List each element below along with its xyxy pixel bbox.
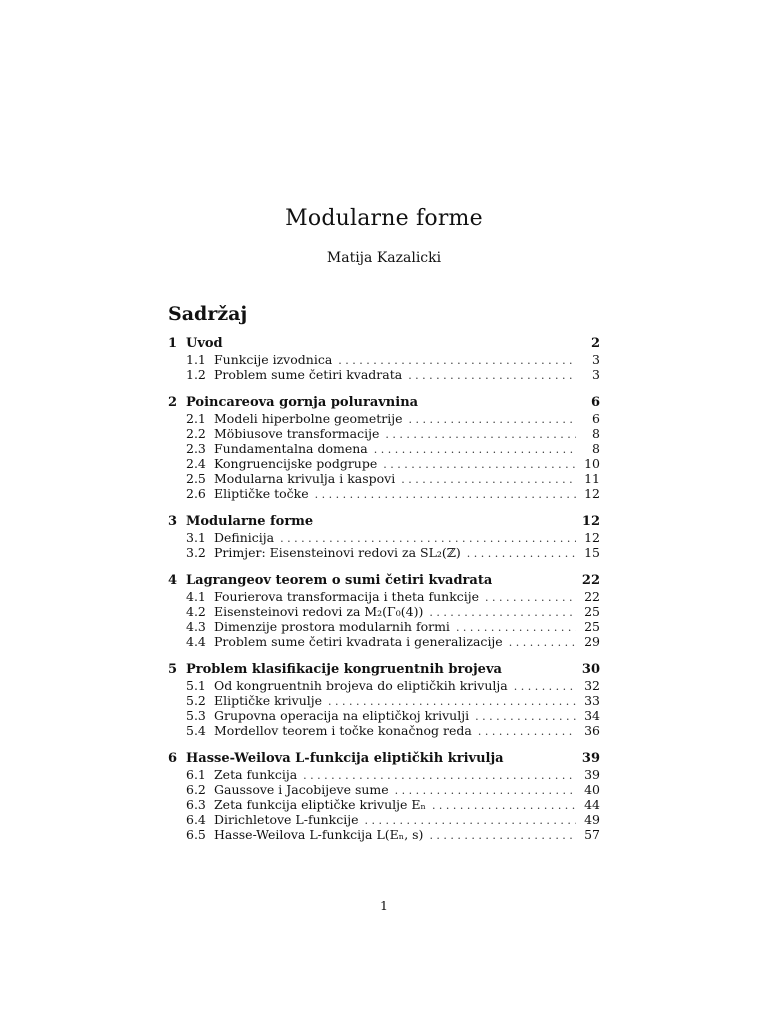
toc-subsection-title: Kongruencijske podgrupe bbox=[214, 456, 378, 471]
toc-section bbox=[168, 662, 600, 738]
toc-section bbox=[168, 514, 600, 560]
toc-section-page: 6 bbox=[590, 395, 600, 410]
toc-subsection-page: 44 bbox=[584, 797, 600, 812]
toc-section-title: Uvod bbox=[186, 336, 223, 351]
toc-subsection-number: 4.1 bbox=[186, 589, 206, 604]
toc-subsection-number: 5.3 bbox=[186, 708, 206, 723]
toc-subsection-page: 32 bbox=[584, 678, 600, 693]
toc-subsection-page: 11 bbox=[584, 471, 600, 486]
toc-subsection-entry[interactable] bbox=[168, 678, 600, 693]
toc-section-title: Poincareova gornja poluravnina bbox=[186, 395, 419, 410]
toc-subsection-entry[interactable] bbox=[168, 426, 600, 441]
toc-dot-leader bbox=[401, 472, 576, 487]
toc-subsection-page: 25 bbox=[584, 604, 600, 619]
toc-subsection-entry[interactable] bbox=[168, 782, 600, 797]
toc-dot-leader bbox=[429, 605, 576, 620]
toc-subsection-number: 4.3 bbox=[186, 619, 206, 634]
toc-subsection-entry[interactable] bbox=[168, 812, 600, 827]
toc-subsection-title: Mordellov teorem i točke konačnog reda bbox=[214, 723, 472, 738]
toc-subsection-title: Eisensteinovi redovi za M₂(Γ₀(4)) bbox=[214, 604, 424, 619]
page-number: 1 bbox=[380, 898, 388, 913]
toc-subsection-entry[interactable] bbox=[168, 708, 600, 723]
toc-heading: Sadržaj bbox=[168, 303, 248, 325]
toc-dot-leader bbox=[383, 457, 576, 472]
toc-subsection-entry[interactable] bbox=[168, 589, 600, 604]
toc-section-entry[interactable] bbox=[168, 395, 600, 411]
toc-subsection-entry[interactable] bbox=[168, 545, 600, 560]
toc-subsection-entry[interactable] bbox=[168, 693, 600, 708]
toc-section-number: 2 bbox=[168, 395, 178, 410]
toc-subsection-entry[interactable] bbox=[168, 827, 600, 842]
toc-subsection-number: 4.2 bbox=[186, 604, 206, 619]
toc-dot-leader bbox=[432, 798, 576, 813]
toc-dot-leader bbox=[280, 531, 576, 546]
toc-subsection-number: 2.2 bbox=[186, 426, 206, 441]
toc-subsection-number: 4.4 bbox=[186, 634, 206, 649]
toc-subsection-page: 36 bbox=[584, 723, 600, 738]
toc-subsection-title: Dirichletove L-funkcije bbox=[214, 812, 359, 827]
toc-subsection-entry[interactable] bbox=[168, 367, 600, 382]
toc-section-title: Problem klasifikacije kongruentnih brojeva bbox=[186, 662, 502, 677]
toc-subsection-page: 49 bbox=[584, 812, 600, 827]
toc-subsection-number: 5.4 bbox=[186, 723, 206, 738]
toc-subsection-entry[interactable] bbox=[168, 411, 600, 426]
toc-dot-leader bbox=[409, 412, 576, 427]
toc-section-number: 3 bbox=[168, 514, 178, 529]
toc-subsection-title: Problem sume četiri kvadrata bbox=[214, 367, 403, 382]
toc-subsection-entry[interactable] bbox=[168, 471, 600, 486]
toc-subsection-title: Problem sume četiri kvadrata i generalizacije bbox=[214, 634, 503, 649]
toc-subsection-number: 3.1 bbox=[186, 530, 206, 545]
toc-subsection-page: 33 bbox=[584, 693, 600, 708]
toc-subsection-entry[interactable] bbox=[168, 352, 600, 367]
toc-subsection-title: Dimenzije prostora modularnih formi bbox=[214, 619, 450, 634]
toc-subsection-number: 2.5 bbox=[186, 471, 206, 486]
document-title: Modularne forme bbox=[285, 206, 483, 231]
toc-dot-leader bbox=[509, 635, 576, 650]
toc-section-entry[interactable] bbox=[168, 336, 600, 352]
toc-section-number: 5 bbox=[168, 662, 178, 677]
toc-subsection-page: 39 bbox=[584, 767, 600, 782]
toc-dot-leader bbox=[514, 679, 576, 694]
toc-subsection-page: 3 bbox=[592, 352, 600, 367]
toc-subsection-title: Primjer: Eisensteinovi redovi za SL₂(ℤ) bbox=[214, 545, 461, 560]
toc-section bbox=[168, 395, 600, 501]
toc-subsection-number: 2.4 bbox=[186, 456, 206, 471]
toc-subsection-title: Zeta funkcija bbox=[214, 767, 298, 782]
toc-subsection-title: Möbiusove transformacije bbox=[214, 426, 380, 441]
toc-section bbox=[168, 573, 600, 649]
toc-dot-leader bbox=[429, 828, 576, 843]
toc-section-entry[interactable] bbox=[168, 514, 600, 530]
toc-subsection-entry[interactable] bbox=[168, 456, 600, 471]
toc-subsection-number: 2.6 bbox=[186, 486, 206, 501]
toc-section-title: Lagrangeov teorem o sumi četiri kvadrata bbox=[186, 573, 493, 588]
toc-dot-leader bbox=[408, 368, 576, 383]
toc-dot-leader bbox=[303, 768, 576, 783]
table-of-contents bbox=[168, 336, 600, 855]
toc-section bbox=[168, 336, 600, 382]
toc-subsection-title: Zeta funkcija eliptičke krivulje Eₙ bbox=[214, 797, 426, 812]
toc-subsection-title: Gaussove i Jacobijeve sume bbox=[214, 782, 389, 797]
toc-subsection-number: 6.2 bbox=[186, 782, 206, 797]
toc-subsection-entry[interactable] bbox=[168, 441, 600, 456]
toc-subsection-title: Fundamentalna domena bbox=[214, 441, 368, 456]
toc-subsection-title: Definicija bbox=[214, 530, 275, 545]
toc-subsection-page: 12 bbox=[584, 486, 600, 501]
toc-subsection-entry[interactable] bbox=[168, 634, 600, 649]
toc-section-entry[interactable] bbox=[168, 573, 600, 589]
toc-subsection-title: Fourierova transformacija i theta funkcije bbox=[214, 589, 480, 604]
toc-subsection-number: 2.1 bbox=[186, 411, 206, 426]
toc-subsection-title: Modularna krivulja i kaspovi bbox=[214, 471, 396, 486]
toc-subsection-number: 6.3 bbox=[186, 797, 206, 812]
toc-subsection-number: 6.5 bbox=[186, 827, 206, 842]
toc-section-page: 2 bbox=[590, 336, 600, 351]
toc-subsection-page: 40 bbox=[584, 782, 600, 797]
toc-subsection-entry[interactable] bbox=[168, 604, 600, 619]
toc-dot-leader bbox=[395, 783, 576, 798]
toc-subsection-title: Eliptičke krivulje bbox=[214, 693, 323, 708]
toc-subsection-page: 22 bbox=[584, 589, 600, 604]
toc-subsection-title: Grupovna operacija na eliptičkoj krivulji bbox=[214, 708, 470, 723]
toc-section bbox=[168, 751, 600, 842]
toc-dot-leader bbox=[475, 709, 576, 724]
toc-dot-leader bbox=[365, 813, 576, 828]
toc-dot-leader bbox=[385, 427, 576, 442]
toc-subsection-number: 2.3 bbox=[186, 441, 206, 456]
toc-subsection-page: 3 bbox=[592, 367, 600, 382]
toc-section-page: 39 bbox=[581, 751, 600, 766]
toc-subsection-entry[interactable] bbox=[168, 486, 600, 501]
toc-subsection-title: Eliptičke točke bbox=[214, 486, 309, 501]
toc-subsection-number: 3.2 bbox=[186, 545, 206, 560]
toc-section-number: 6 bbox=[168, 751, 178, 766]
toc-section-entry[interactable] bbox=[168, 662, 600, 678]
document-author: Matija Kazalicki bbox=[326, 250, 442, 266]
toc-dot-leader bbox=[374, 442, 576, 457]
toc-subsection-entry[interactable] bbox=[168, 723, 600, 738]
toc-subsection-page: 6 bbox=[592, 411, 600, 426]
toc-section-number: 4 bbox=[168, 573, 178, 588]
toc-subsection-page: 25 bbox=[584, 619, 600, 634]
toc-subsection-number: 1.1 bbox=[186, 352, 206, 367]
toc-dot-leader bbox=[485, 590, 576, 605]
toc-subsection-number: 6.1 bbox=[186, 767, 206, 782]
toc-subsection-number: 5.2 bbox=[186, 693, 206, 708]
toc-subsection-page: 29 bbox=[584, 634, 600, 649]
toc-subsection-page: 15 bbox=[584, 545, 600, 560]
toc-subsection-entry[interactable] bbox=[168, 767, 600, 782]
toc-subsection-title: Od kongruentnih brojeva do eliptičkih krivulja bbox=[214, 678, 508, 693]
toc-subsection-page: 10 bbox=[584, 456, 600, 471]
toc-subsection-number: 6.4 bbox=[186, 812, 206, 827]
toc-dot-leader bbox=[328, 694, 576, 709]
toc-subsection-number: 1.2 bbox=[186, 367, 206, 382]
toc-subsection-title: Funkcije izvodnica bbox=[214, 352, 333, 367]
toc-subsection-page: 12 bbox=[584, 530, 600, 545]
toc-dot-leader bbox=[338, 353, 576, 368]
toc-dot-leader bbox=[478, 724, 576, 739]
toc-subsection-entry[interactable] bbox=[168, 619, 600, 634]
toc-section-title: Modularne forme bbox=[186, 514, 314, 529]
toc-subsection-page: 8 bbox=[592, 426, 600, 441]
toc-subsection-title: Hasse-Weilova L-funkcija L(Eₙ, s) bbox=[214, 827, 424, 842]
toc-section-page: 12 bbox=[581, 514, 600, 529]
toc-section-page: 22 bbox=[581, 573, 600, 588]
toc-subsection-number: 5.1 bbox=[186, 678, 206, 693]
toc-subsection-page: 8 bbox=[592, 441, 600, 456]
toc-subsection-page: 34 bbox=[584, 708, 600, 723]
toc-subsection-title: Modeli hiperbolne geometrije bbox=[214, 411, 403, 426]
toc-section-page: 30 bbox=[581, 662, 600, 677]
toc-subsection-entry[interactable] bbox=[168, 797, 600, 812]
toc-subsection-entry[interactable] bbox=[168, 530, 600, 545]
toc-section-number: 1 bbox=[168, 336, 178, 351]
toc-dot-leader bbox=[467, 546, 576, 561]
toc-subsection-page: 57 bbox=[584, 827, 600, 842]
toc-section-entry[interactable] bbox=[168, 751, 600, 767]
toc-dot-leader bbox=[456, 620, 576, 635]
toc-dot-leader bbox=[315, 487, 576, 502]
toc-section-title: Hasse-Weilova L-funkcija eliptičkih krivulja bbox=[186, 751, 504, 766]
